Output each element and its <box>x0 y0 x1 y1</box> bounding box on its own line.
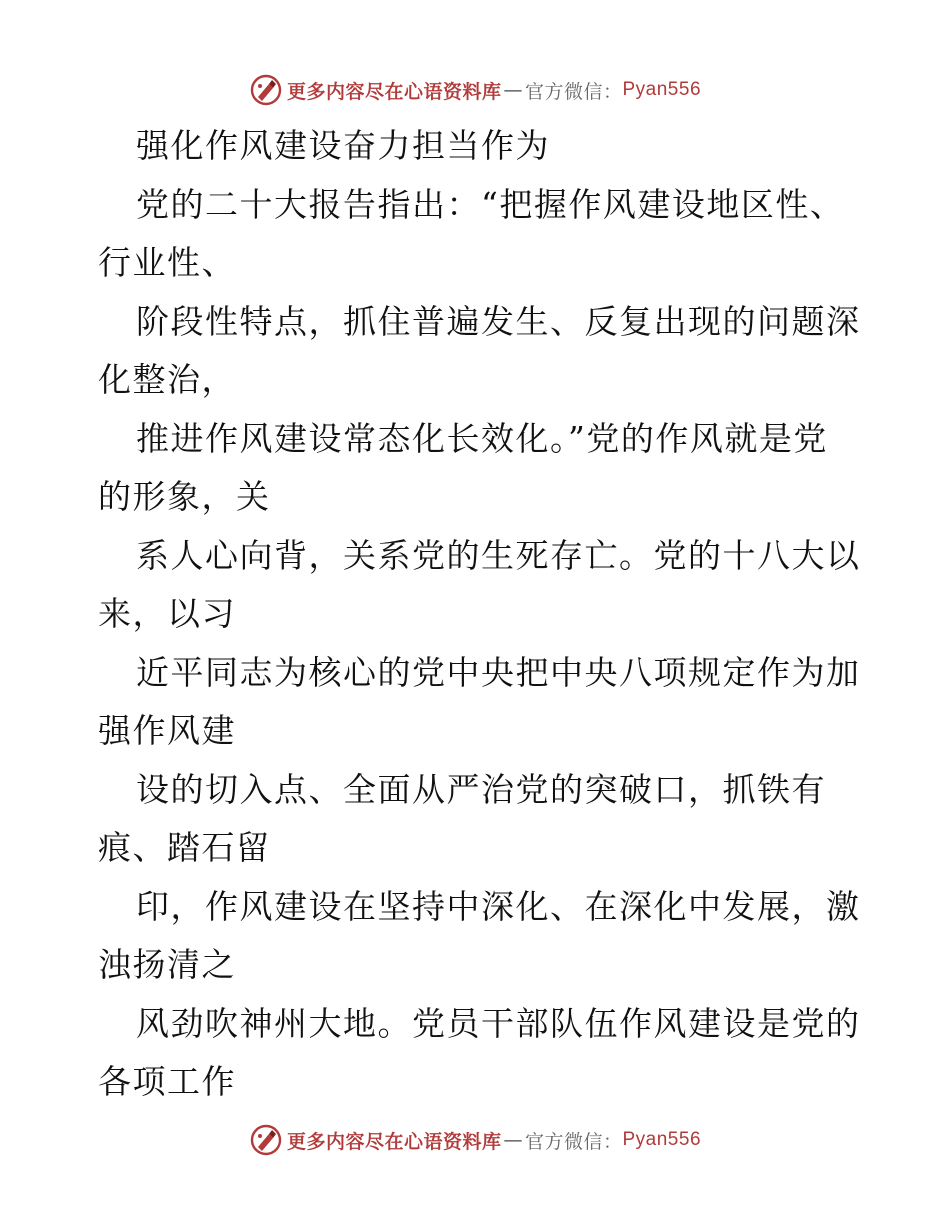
text-line: 化整治， <box>98 360 236 399</box>
text-line: 印，作风建设在坚持中深化、在深化中发展，激 <box>136 886 861 926</box>
text-line: 行业性、 <box>98 243 236 282</box>
watermark-wechat-label: 官方微信： <box>524 80 623 103</box>
header-watermark <box>0 70 950 110</box>
watermark-separator: — <box>503 1129 523 1151</box>
text-line: 痕、踏石留 <box>98 828 271 867</box>
watermark-site-name: 更多内容尽在心语资料库 <box>286 80 502 103</box>
watermark-separator: — <box>503 79 523 101</box>
pen-nib-logo-icon <box>249 1123 283 1157</box>
text-line: 的形象，关 <box>98 477 271 516</box>
text-line: 设的切入点、全面从严治党的突破口，抓铁有 <box>136 769 826 809</box>
watermark-wechat-id: Pyan556 <box>622 1129 702 1150</box>
text-line: 推进作风建设常态化长效化。”党的作风就是党 <box>136 418 828 458</box>
text-line: 浊扬清之 <box>98 945 236 984</box>
text-line: 系人心向背，关系党的生死存亡。党的十八大以 <box>136 535 861 575</box>
document-body <box>98 117 861 1112</box>
text-line: 风劲吹神州大地。党员干部队伍作风建设是党的 <box>136 1003 861 1043</box>
text-line: 近平同志为核心的党中央把中央八项规定作为加 <box>136 652 861 692</box>
watermark-site-name: 更多内容尽在心语资料库 <box>286 1130 502 1153</box>
text-line: 党的二十大报告指出：“把握作风建设地区性、 <box>136 184 845 224</box>
text-line: 各项工作 <box>98 1062 236 1101</box>
text-line: 来，以习 <box>98 594 236 633</box>
footer-watermark <box>0 1120 950 1160</box>
watermark-wechat-label: 官方微信： <box>524 1130 623 1153</box>
text-line: 强作风建 <box>98 711 236 750</box>
text-line: 强化作风建设奋力担当作为 <box>136 126 550 165</box>
pen-nib-logo-icon <box>249 73 283 107</box>
text-line: 阶段性特点，抓住普遍发生、反复出现的问题深 <box>136 301 861 341</box>
watermark-wechat-id: Pyan556 <box>622 79 702 100</box>
